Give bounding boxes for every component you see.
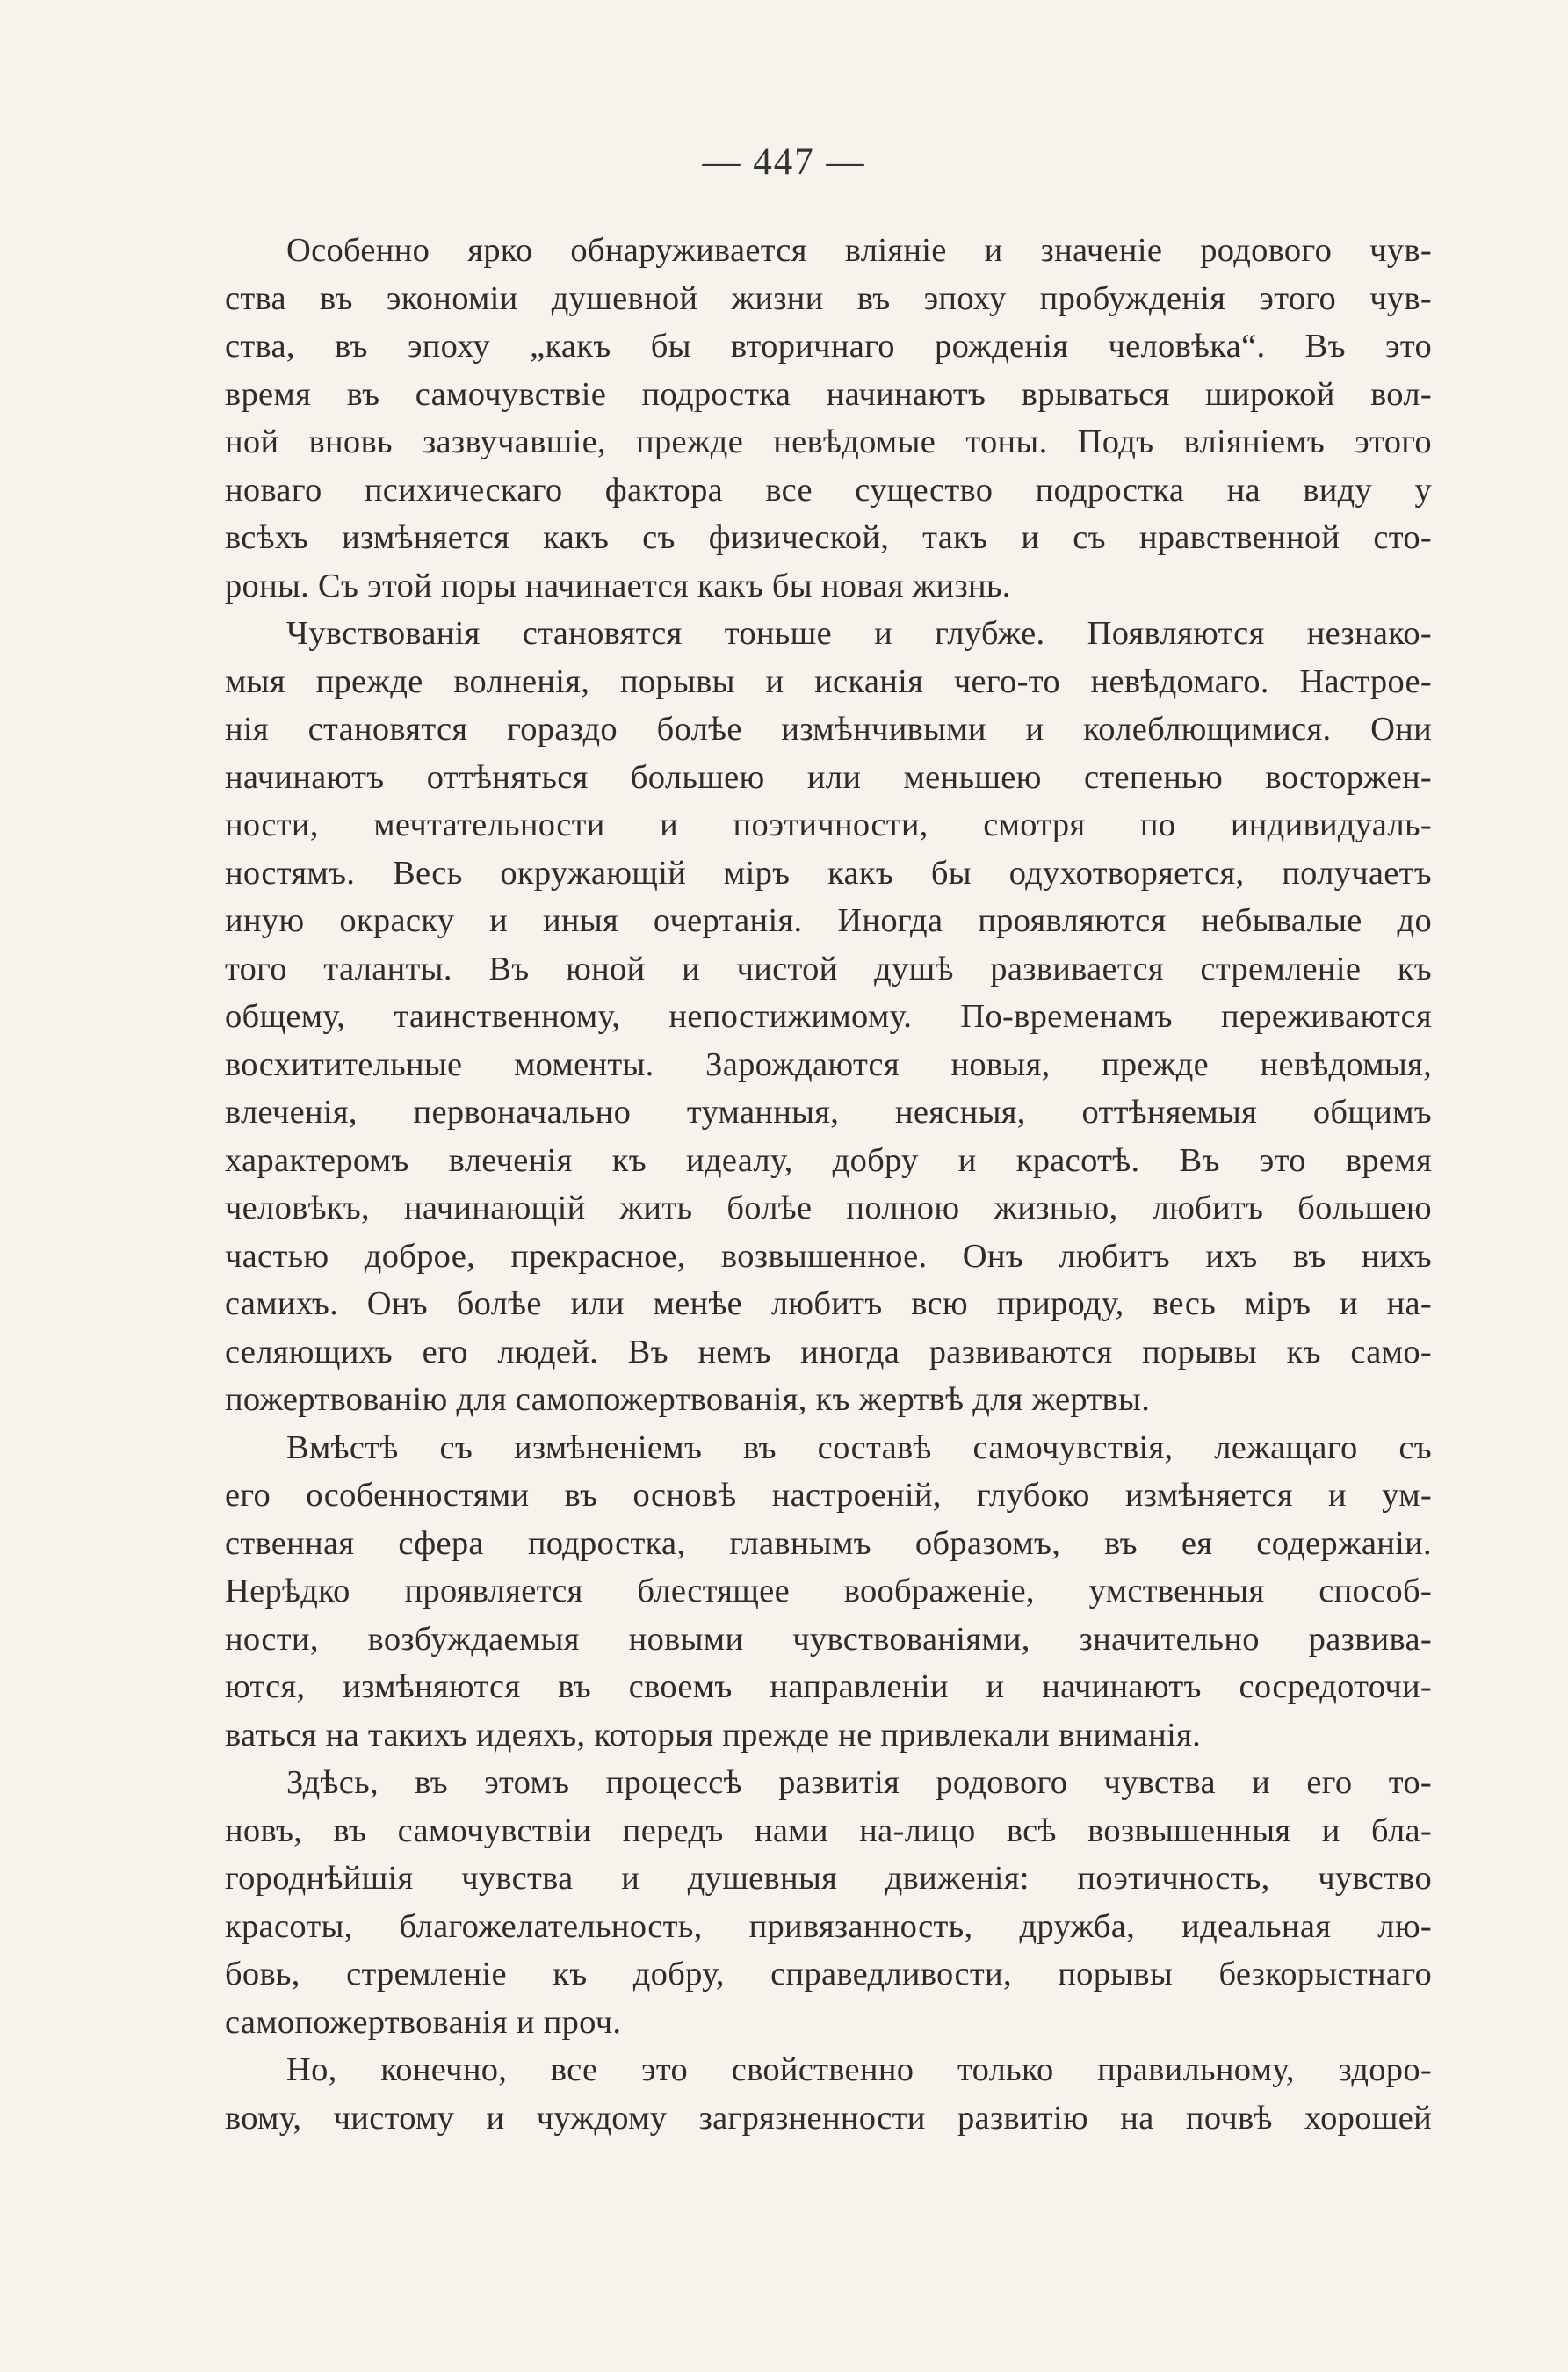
text-line: бовь, стремленіе къ добру, справедливости, порывы безкорыстнаго: [225, 1956, 1432, 1992]
text-line: того таланты. Въ юной и чистой душѣ развивается стремленіе къ: [225, 950, 1432, 987]
paragraph-4: [225, 1759, 1432, 2046]
text-line: новаго психическаго фактора все существо подростка на виду у: [225, 471, 1432, 509]
text-line: Вмѣстѣ съ измѣненіемъ въ составѣ самочувствія, лежащаго съ: [286, 1428, 1432, 1466]
text-line: самопожертвованія и проч.: [225, 2003, 622, 2041]
text-line: характеромъ влеченія къ идеалу, добру и красотѣ. Въ это время: [225, 1141, 1432, 1179]
text-line: новъ, въ самочувствіи передъ нами на-лицо всѣ возвышенныя и бла-: [225, 1812, 1432, 1849]
text-line: ственная сфера подростка, главнымъ образомъ, въ ея содержаніи.: [225, 1524, 1432, 1562]
text-line: мыя прежде волненія, порывы и исканія чего-то невѣдомаго. Настрое-: [225, 662, 1432, 700]
text-line: красоты, благожелательность, привязанность, дружба, идеальная лю-: [225, 1907, 1432, 1945]
text-line: ваться на такихъ идеяхъ, которыя прежде не привлекали вниманія.: [225, 1716, 1202, 1754]
page-number: — 447 —: [702, 141, 866, 183]
text-line: пожертвованію для самопожертвованія, къ жертвѣ для жертвы.: [225, 1381, 1151, 1418]
paragraph-1: [225, 227, 1432, 610]
text-line: ности, мечтательности и поэтичности, смотря по индивидуаль-: [225, 806, 1432, 843]
paragraph-3: [225, 1424, 1432, 1760]
text-line: ются, измѣняются въ своемъ направленіи и начинаютъ сосредоточи-: [225, 1668, 1432, 1705]
text-line: восхитительные моменты. Зарождаются новыя, прежде невѣдомыя,: [225, 1045, 1432, 1083]
text-line: ства, въ эпоху „какъ бы вторичнаго рожденія человѣка“. Въ это: [225, 328, 1432, 365]
text-line: время въ самочувствіе подростка начинаютъ врываться широкой вол-: [225, 375, 1432, 413]
paragraph-5: [225, 2046, 1432, 2142]
text-line: частью доброе, прекрасное, возвышенное. Онъ любитъ ихъ въ нихъ: [225, 1237, 1432, 1275]
text-line: ностямъ. Весь окружающій міръ какъ бы одухотворяется, получаетъ: [225, 854, 1432, 892]
text-line: ства въ экономіи душевной жизни въ эпоху пробужденія этого чув-: [225, 279, 1432, 317]
text-line: Особенно ярко обнаруживается вліяніе и значеніе родового чув-: [286, 232, 1432, 269]
text-line: его особенностями въ основѣ настроеній, глубоко измѣняется и ум-: [225, 1477, 1432, 1514]
text-line: ной вновь зазвучавшіе, прежде невѣдомые тоны. Подъ вліяніемъ этого: [225, 423, 1432, 460]
paragraph-2: [225, 610, 1432, 1424]
text-line: городнѣйшія чувства и душевныя движенія: поэтичность, чувство: [225, 1860, 1432, 1897]
text-line: начинаютъ оттѣняться большею или меньшею степенью восторжен-: [225, 758, 1432, 796]
text-line: ности, возбуждаемыя новыми чувствованіями, значительно развива-: [225, 1620, 1432, 1658]
text-line: иную окраску и иныя очертанія. Иногда проявляются небывалые до: [225, 902, 1432, 939]
text-line: самихъ. Онъ болѣе или менѣе любитъ всю природу, весь міръ и на-: [225, 1285, 1432, 1322]
text-line: вому, чистому и чуждому загрязненности развитію на почвѣ хорошей: [225, 2099, 1432, 2137]
text-line: Здѣсь, въ этомъ процессѣ развитія родового чувства и его то-: [286, 1764, 1432, 1801]
text-line: роны. Съ этой поры начинается какъ бы новая жизнь.: [225, 567, 1011, 604]
text-line: Но, конечно, все это свойственно только правильному, здоро-: [286, 2051, 1432, 2088]
text-line: Чувствованія становятся тоньше и глубже. Появляются незнако-: [286, 615, 1432, 652]
text-line: человѣкъ, начинающій жить болѣе полною жизнью, любитъ большею: [225, 1190, 1432, 1226]
text-line: нія становятся гораздо болѣе измѣнчивыми и колеблющимися. Они: [225, 711, 1432, 748]
text-line: общему, таинственному, непостижимому. По-временамъ переживаются: [225, 998, 1432, 1035]
text-line: Нерѣдко проявляется блестящее воображеніе, умственныя способ-: [225, 1573, 1432, 1609]
text-line: влеченія, первоначально туманныя, неясныя, оттѣняемыя общимъ: [225, 1094, 1432, 1131]
text-line: всѣхъ измѣняется какъ съ физической, такъ и съ нравственной сто-: [225, 519, 1432, 556]
text-line: селяющихъ его людей. Въ немъ иногда развиваются порывы къ само-: [225, 1333, 1432, 1370]
body-text: [225, 227, 1432, 2137]
